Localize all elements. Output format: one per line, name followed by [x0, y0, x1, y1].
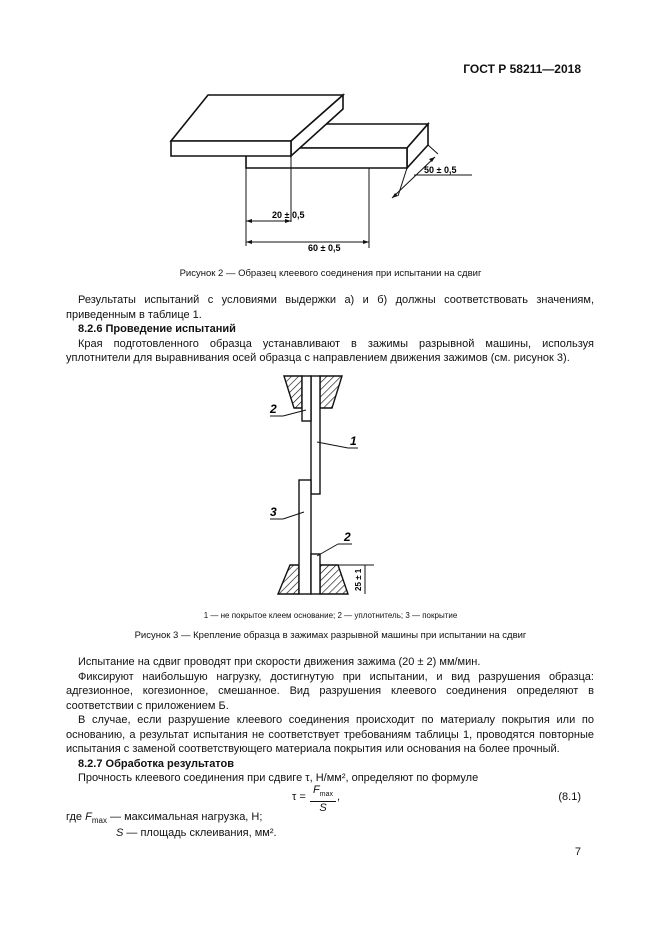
dim-width-label: 50 ± 0,5 — [424, 165, 457, 175]
test-paragraphs — [66, 655, 594, 786]
figure-3-legend: 1 — не покрытое клеем основание; 2 — уплотнитель; 3 — покрытие — [203, 611, 458, 620]
fig3-dim-grip: 25 ± 1 — [354, 568, 363, 591]
substrate-1 — [311, 376, 320, 494]
document-header: ГОСТ Р 58211—2018 — [463, 62, 581, 76]
upper-grip-right — [320, 376, 342, 408]
lower-grip-left — [278, 565, 299, 594]
section-827-intro: Прочность клеевого соединения при сдвиге τ, Н/мм², определяют по формуле — [78, 772, 479, 784]
shim-2-top — [302, 376, 311, 421]
page-number: 7 — [574, 846, 581, 858]
coating-3 — [299, 480, 311, 594]
where-s-line: S — площадь склеивания, мм². — [116, 827, 277, 840]
upper-grip-left — [284, 376, 302, 408]
section-826-text: Края подготовленного образца устанавливают в зажимы разрывной машины, используя уплотнители для выравнивания осей образца с направлением движения зажимов (см. рисунок 3). — [66, 337, 594, 364]
shim-2-bottom — [311, 554, 320, 594]
figure-2-caption: Рисунок 2 — Образец клеевого соединения при испытании на сдвиг — [179, 268, 482, 279]
dim-overlap-label: 20 ± 0,5 — [272, 210, 305, 220]
formula-numerator: $F_{max}$ — [310, 784, 336, 802]
figure-3-caption: Рисунок 3 — Крепление образца в зажимах разрывной машины при испытании на сдвиг — [134, 630, 527, 641]
section-826-title: 8.2.6 Проведение испытаний — [78, 323, 236, 335]
where-fmax-line: где $F_{max}$ — максимальная нагрузка, Н; — [66, 811, 263, 826]
results-paragraph: Результаты испытаний с условиями выдержки а) и б) должны соответствовать значениям, приведенным в таблице 1. 8.2.6 Проведение испытаний Края подготовленного образца устанавливают в зажимы разрывной машины, используя уплотнители для выравнивания осей образца с направлением движения зажимов (см. рисунок 3). — [66, 294, 594, 364]
paragraph: В случае, если разрушение клеевого соединения происходит по материалу покрытия или по основанию, а результат испытания не соответствует требованиям таблицы 1, проводятся повторные испытания с заменой соответствующего материала покрытия или основания на более прочный. — [66, 714, 594, 755]
equation-number: (8.1) — [558, 791, 581, 803]
paragraph: Испытание на сдвиг проводят при скорости движения зажима (20 ± 2) мм/мин. — [78, 656, 481, 668]
paragraph: Фиксируют наибольшую нагрузку, достигнутую при испытании, и вид разрушения образца: адгезионное, когезионное, смешанное. Вид разрушения клеевого соединения определяют в соответствии с приложением Б. — [66, 670, 594, 712]
fig3-label-2-bottom: 2 — [344, 530, 351, 544]
dim-length-label: 60 ± 0,5 — [308, 243, 341, 253]
figure-3-drawing — [260, 372, 380, 602]
fig3-label-2-top: 2 — [270, 402, 277, 416]
section-827-title: 8.2.7 Обработка результатов — [78, 757, 235, 770]
upper-plate-front — [171, 141, 291, 156]
where-block — [66, 811, 277, 840]
formula-denominator: S — [319, 802, 327, 815]
fig3-label-3: 3 — [270, 505, 277, 519]
formula-lhs: τ = — [292, 791, 306, 803]
formula-tail: , — [337, 791, 341, 803]
fig3-label-1: 1 — [350, 434, 357, 448]
lower-grip-right — [320, 565, 348, 594]
figure-2-drawing — [160, 88, 480, 268]
